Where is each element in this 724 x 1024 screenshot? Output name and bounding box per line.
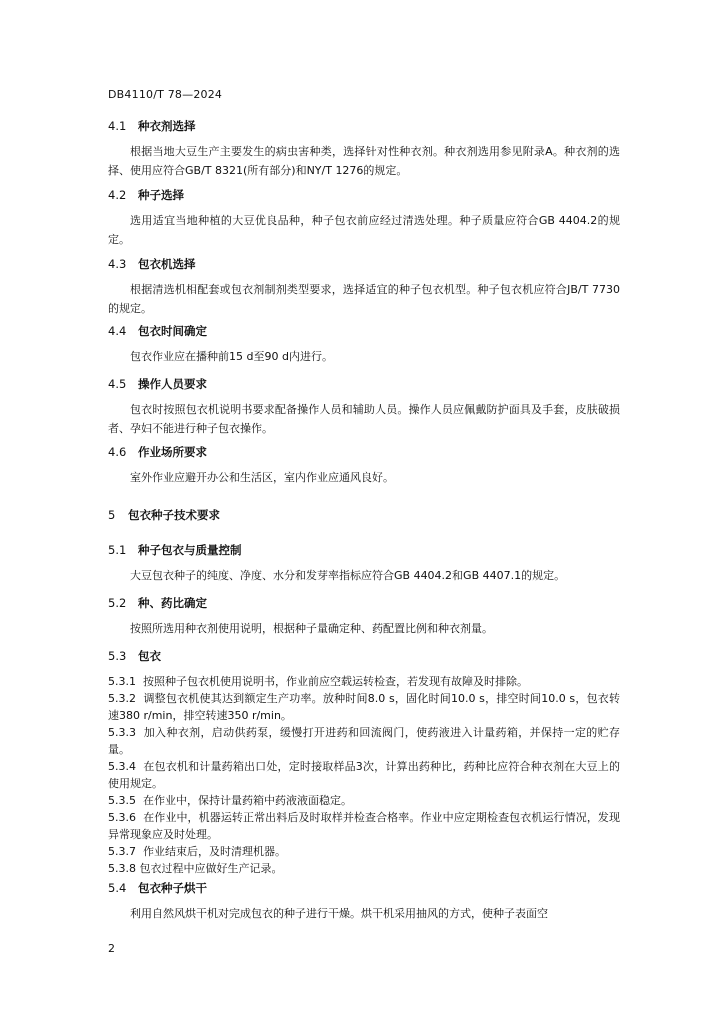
section-4-6 xyxy=(108,444,620,487)
section-5-4 xyxy=(108,880,620,923)
section-paragraph: 选用适宜当地种植的大豆优良品种，种子包衣前应经过清选处理。种子质量应符合GB 4404.2的规定。 xyxy=(108,214,620,246)
section-paragraph: 室外作业应避开办公和生活区，室内作业应通风良好。 xyxy=(130,471,394,484)
list-item: 5.3.6 在作业中，机器运转正常出料后及时取样并检查合格率。作业中应定期检查包衣机运行情况，发现异常现象应及时处理。 xyxy=(108,811,621,841)
section-heading: 4.4 包衣时间确定 xyxy=(108,324,207,338)
section-heading: 5.3 包衣 xyxy=(108,649,161,663)
section-heading: 4.5 操作人员要求 xyxy=(108,377,207,391)
section-4-5 xyxy=(108,376,620,438)
section-paragraph: 根据清选机相配套或包衣剂制剂类型要求，选择适宜的种子包衣机型。种子包衣机应符合JB/T 7730的规定。 xyxy=(108,283,620,315)
page-number: 2 xyxy=(108,942,115,955)
list-item: 5.3.5 在作业中，保持计量药箱中药液液面稳定。 xyxy=(108,794,352,807)
list-item: 5.3.3 加入种衣剂，启动供药泵，缓慢打开进药和回流阀门，使药液进入计量药箱，并保持一定的贮存量。 xyxy=(108,726,621,756)
section-5-1 xyxy=(108,542,620,585)
list-item: 5.3.8 包衣过程中应做好生产记录。 xyxy=(108,862,283,875)
list-item: 5.3.1 按照种子包衣机使用说明书，作业前应空载运转检查，若发现有故障及时排除。 xyxy=(108,675,528,688)
section-heading: 5.1 种子包衣与质量控制 xyxy=(108,543,242,557)
section-heading: 4.2 种子选择 xyxy=(108,188,184,202)
chapter-5-heading: 5 包衣种子技术要求 xyxy=(108,508,220,522)
document-code: DB4110/T 78—2024 xyxy=(108,88,223,101)
section-5-3 xyxy=(108,648,620,664)
steps-list xyxy=(108,673,620,877)
list-item: 5.3.7 作业结束后，及时清理机器。 xyxy=(108,845,286,858)
section-4-4 xyxy=(108,323,620,366)
section-4-1 xyxy=(108,118,620,180)
list-item: 5.3.2 调整包衣机使其达到额定生产功率。放种时间8.0 s，固化时间10.0 s，排空时间10.0 s，包衣转速380 r/min，排空转速350 r/min。 xyxy=(108,692,620,722)
section-heading: 4.1 种衣剂选择 xyxy=(108,119,196,133)
section-paragraph: 利用自然风烘干机对完成包衣的种子进行干燥。烘干机采用抽风的方式，使种子表面空 xyxy=(130,907,548,920)
list-item: 5.3.4 在包衣机和计量药箱出口处，定时接取样品3次，计算出药种比，药种比应符合种衣剂在大豆上的使用规定。 xyxy=(108,760,620,790)
section-heading: 4.6 作业场所要求 xyxy=(108,445,207,459)
section-paragraph: 按照所选用种衣剂使用说明，根据种子量确定种、药配置比例和种衣剂量。 xyxy=(130,622,493,635)
section-paragraph: 大豆包衣种子的纯度、净度、水分和发芽率指标应符合GB 4404.2和GB 4407.1的规定。 xyxy=(130,569,566,582)
section-heading: 4.3 包衣机选择 xyxy=(108,257,196,271)
section-4-2 xyxy=(108,187,620,249)
section-paragraph: 根据当地大豆生产主要发生的病虫害种类，选择针对性种衣剂。种衣剂选用参见附录A。种衣剂的选择、使用应符合GB/T 8321(所有部分)和NY/T 1276的规定。 xyxy=(108,145,620,177)
section-paragraph: 包衣作业应在播种前15 d至90 d内进行。 xyxy=(130,350,333,363)
section-5-2 xyxy=(108,595,620,638)
section-heading: 5.2 种、药比确定 xyxy=(108,596,207,610)
section-heading: 5.4 包衣种子烘干 xyxy=(108,881,207,895)
section-4-3 xyxy=(108,256,620,318)
section-paragraph: 包衣时按照包衣机说明书要求配备操作人员和辅助人员。操作人员应佩戴防护面具及手套，皮肤破损者、孕妇不能进行种子包衣操作。 xyxy=(108,403,620,435)
